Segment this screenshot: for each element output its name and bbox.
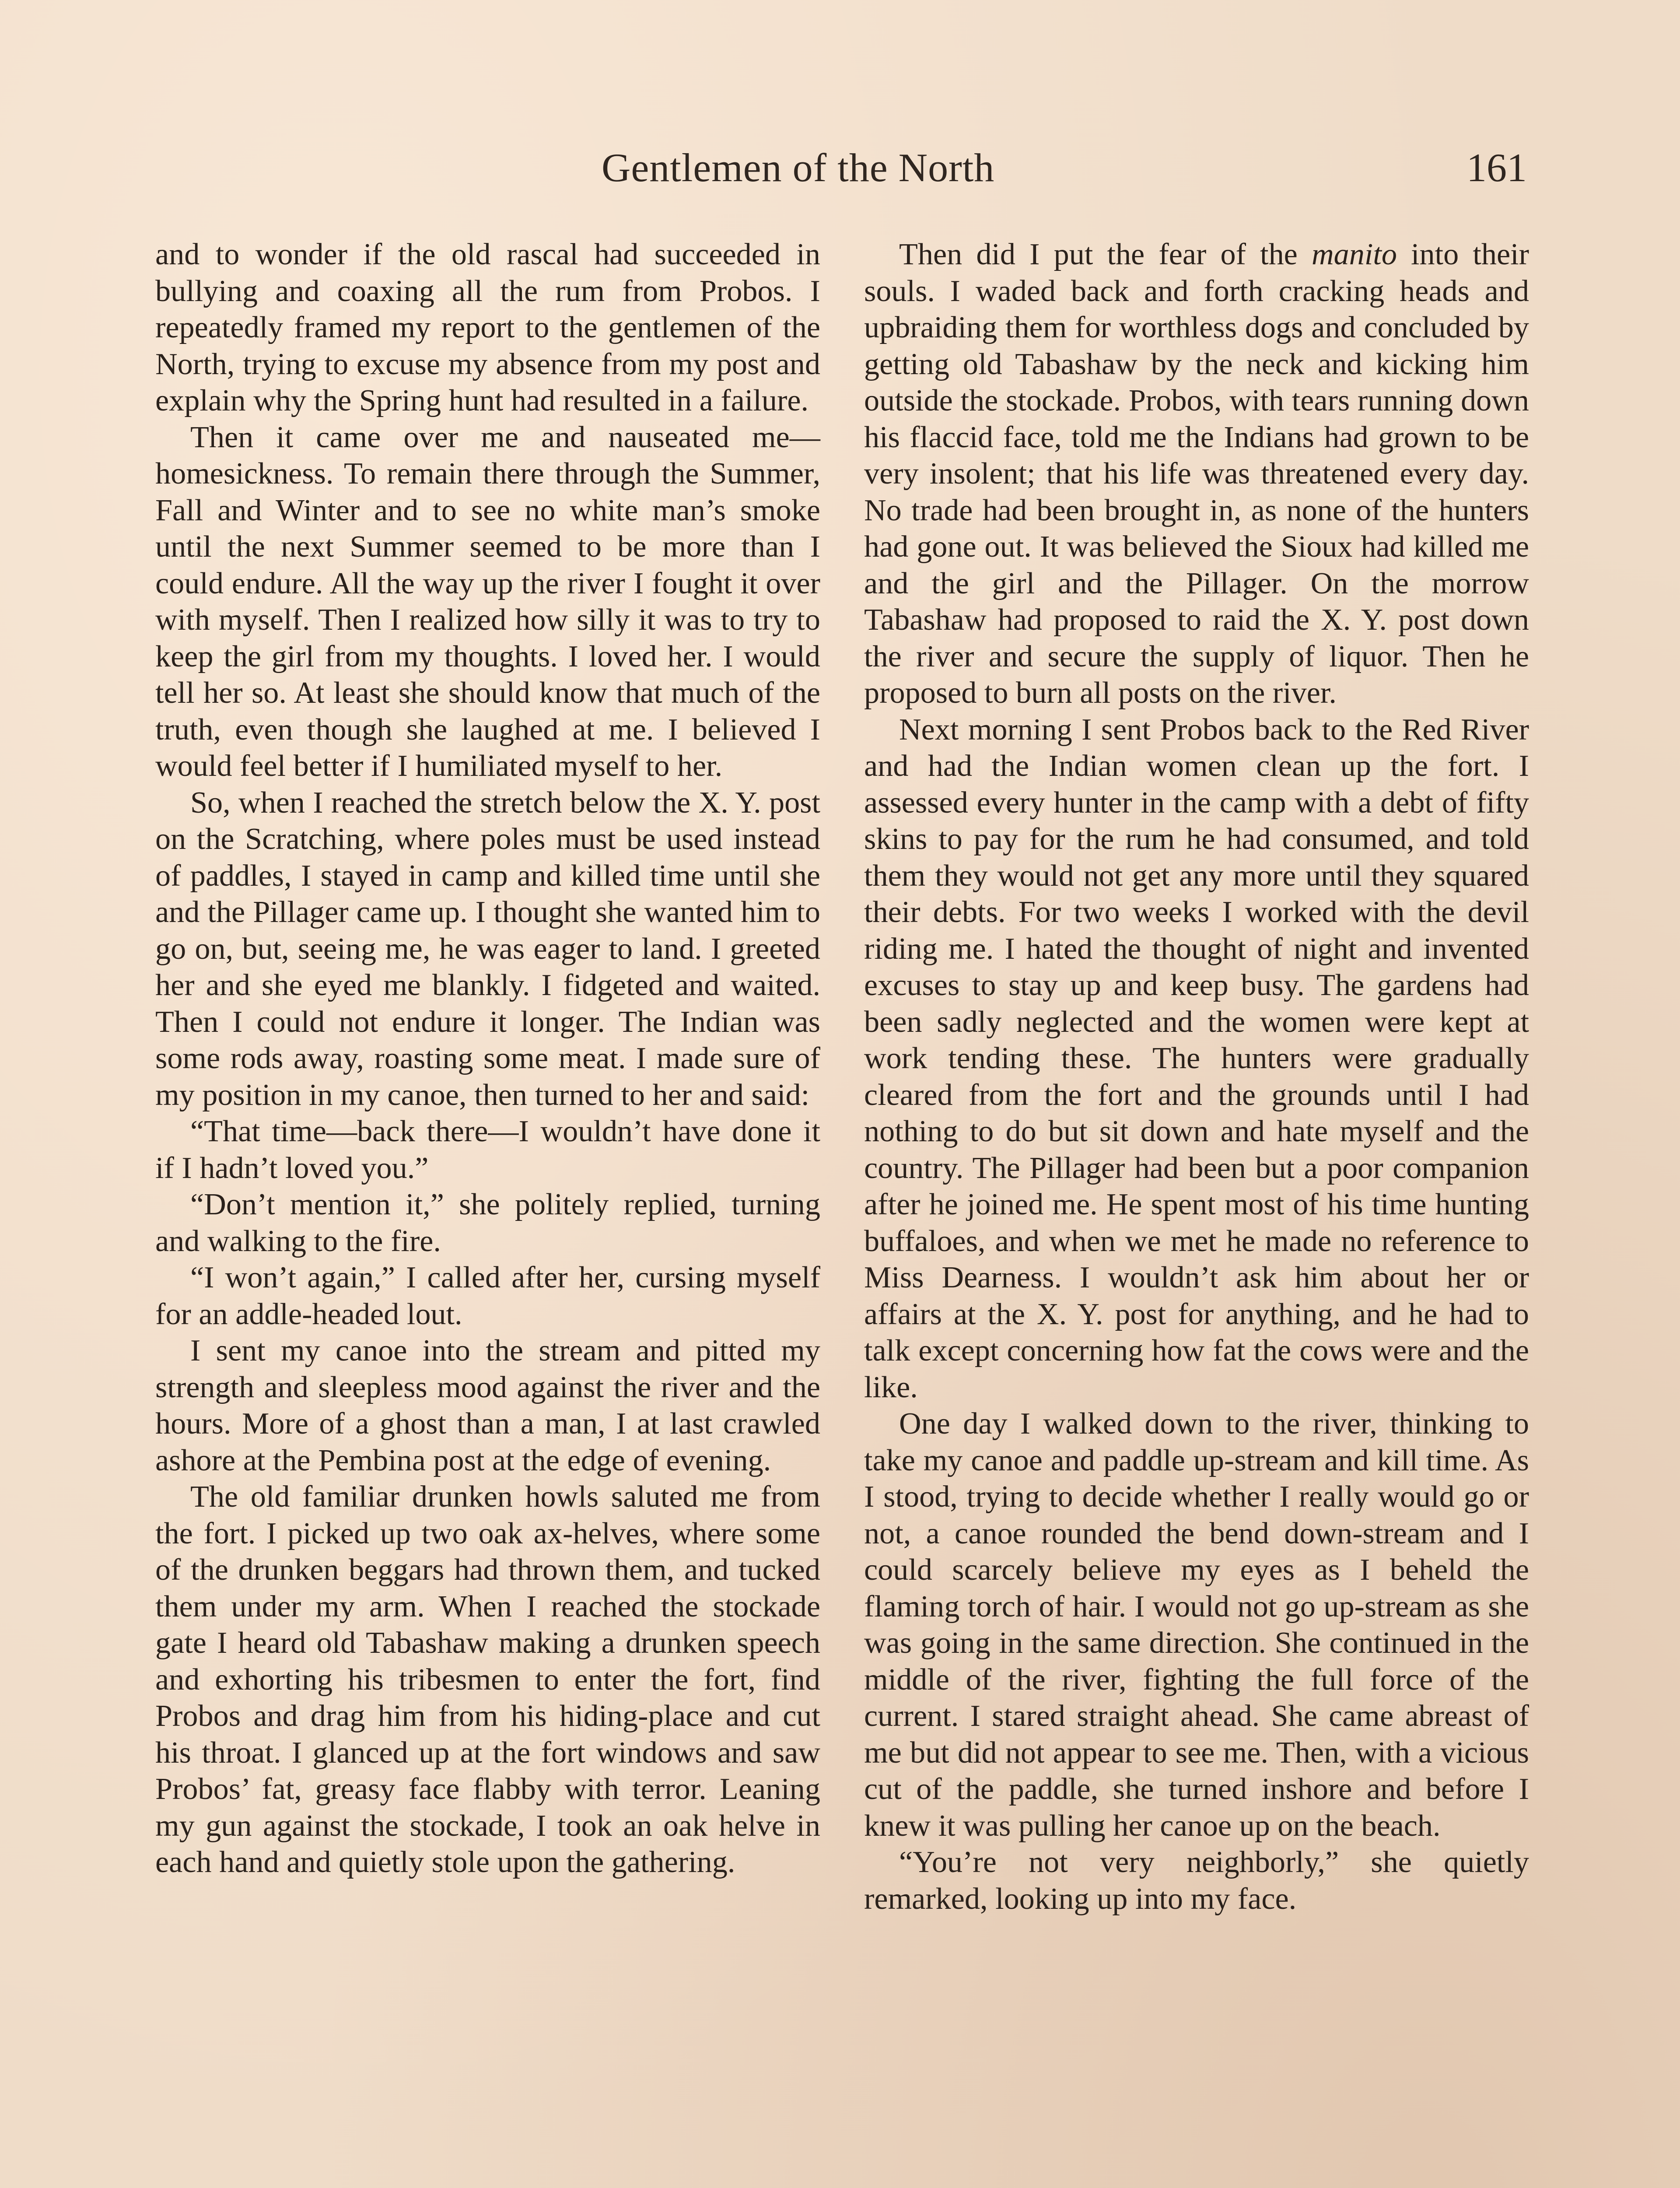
paragraph: [864, 236, 1529, 712]
paragraph: The old familiar drunken howls saluted me from the fort. I picked up two oak ax-helves, where some of the drunken beggars had thrown them, and tucked them under my arm. When I reached the stockade gate I heard old Tabashaw making a drunken speech and exhorting his tribesmen to enter the fort, find Probos and drag him from his hiding-place and cut his throat. I glanced up at the fort windows and saw Probos’ fat, greasy face flabby with terror. Leaning my gun against the stockade, I took an oak helve in each hand and quietly stole upon the gathering.: [155, 1480, 820, 1879]
emphasized-word: manito: [1311, 237, 1397, 271]
paragraph-text: Then did I put the fear of the: [899, 237, 1312, 271]
paragraph-text: into their souls. I waded back and forth cracking heads and upbraiding them for worthless dogs and concluded by getting old Tabashaw by the neck and kicking him outside the stockade. Probos, with tears running down his flaccid face, told me the Indians had grown to be very insolent; that his life was threatened every day. No trade had been brought in, as none of the hunters had gone out. It was believed the Sioux had killed me and the girl and the Pillager. On the morrow Tabashaw had proposed to raid the X. Y. post down the river and secure the supply of liquor. Then he proposed to burn all posts on the river.: [864, 237, 1529, 710]
paragraph: “Don’t mention it,” she politely replied, turning and walking to the fire.: [155, 1187, 820, 1258]
paragraph: and to wonder if the old rascal had succeeded in bullying and coaxing all the rum from Probos. I repeatedly framed my report to the gentlemen of the North, trying to excuse my absence from my post and explain why the Spring hunt had resulted in a failure.: [155, 237, 820, 417]
right-column: [864, 236, 1529, 1917]
paragraph: One day I walked down to the river, thinking to take my canoe and paddle up-stream and kill time. As I stood, trying to decide whether I really would go or not, a canoe rounded the bend down-stream and I could scarcely believe my eyes as I beheld the flaming torch of hair. I would not go up-stream as she was going in the same direction. She continued in the middle of the river, fighting the full force of the current. I stared straight ahead. She came abreast of me but did not appear to see me. Then, with a vicious cut of the paddle, she turned inshore and before I knew it was pulling her canoe up on the beach.: [864, 1406, 1529, 1843]
running-title: Gentlemen of the North: [602, 145, 995, 190]
paragraph: So, when I reached the stretch below the X. Y. post on the Scratching, where poles must be used instead of paddles, I stayed in camp and killed time until she and the Pillager came up. I thought she wanted him to go on, but, seeing me, he was eager to land. I greeted her and she eyed me blankly. I fidgeted and waited. Then I could not endure it longer. The Indian was some rods away, roasting some meat. I made sure of my position in my canoe, then turned to her and said:: [155, 785, 820, 1112]
paragraph: Next morning I sent Probos back to the Red River and had the Indian women clean up the fort. I assessed every hunter in the camp with a debt of fifty skins to pay for the rum he had consumed, and told them they would not get any more until they squared their debts. For two weeks I worked with the devil riding me. I hated the thought of night and invented excuses to stay up and keep busy. The gardens had been sadly neglected and the women were kept at work tending these. The hunters were gradually cleared from the fort and the grounds until I had nothing to do but sit down and hate myself and the country. The Pillager had been but a poor companion after he joined me. He spent most of his time hunting buffaloes, and when we met he made no reference to Miss Dearness. I wouldn’t ask him about her or affairs at the X. Y. post for anything, and he had to talk except concerning how fat the cows were and the like.: [864, 712, 1529, 1404]
paragraph: Then it came over me and nauseated me—homesickness. To remain there through the Summer, Fall and Winter and to see no white man’s smoke until the next Summer seemed to be more than I could endure. All the way up the river I fought it over with myself. Then I realized how silly it was to try to keep the girl from my thoughts. I loved her. I would tell her so. At least she should know that much of the truth, even though she laughed at me. I believed I would feel better if I humiliated myself to her.: [155, 420, 820, 783]
left-column: [155, 236, 820, 1881]
paragraph: “You’re not very neighborly,” she quietly remarked, looking up into my face.: [864, 1845, 1529, 1916]
paragraph: “I won’t again,” I called after her, cursing myself for an addle-headed lout.: [155, 1260, 820, 1331]
paragraph: “That time—back there—I wouldn’t have done it if I hadn’t loved you.”: [155, 1114, 820, 1185]
page-number: 161: [1466, 145, 1527, 190]
paragraph: I sent my canoe into the stream and pitted my strength and sleepless mood against the river and the hours. More of a ghost than a man, I at last crawled ashore at the Pembina post at the edge of evening.: [155, 1333, 820, 1477]
